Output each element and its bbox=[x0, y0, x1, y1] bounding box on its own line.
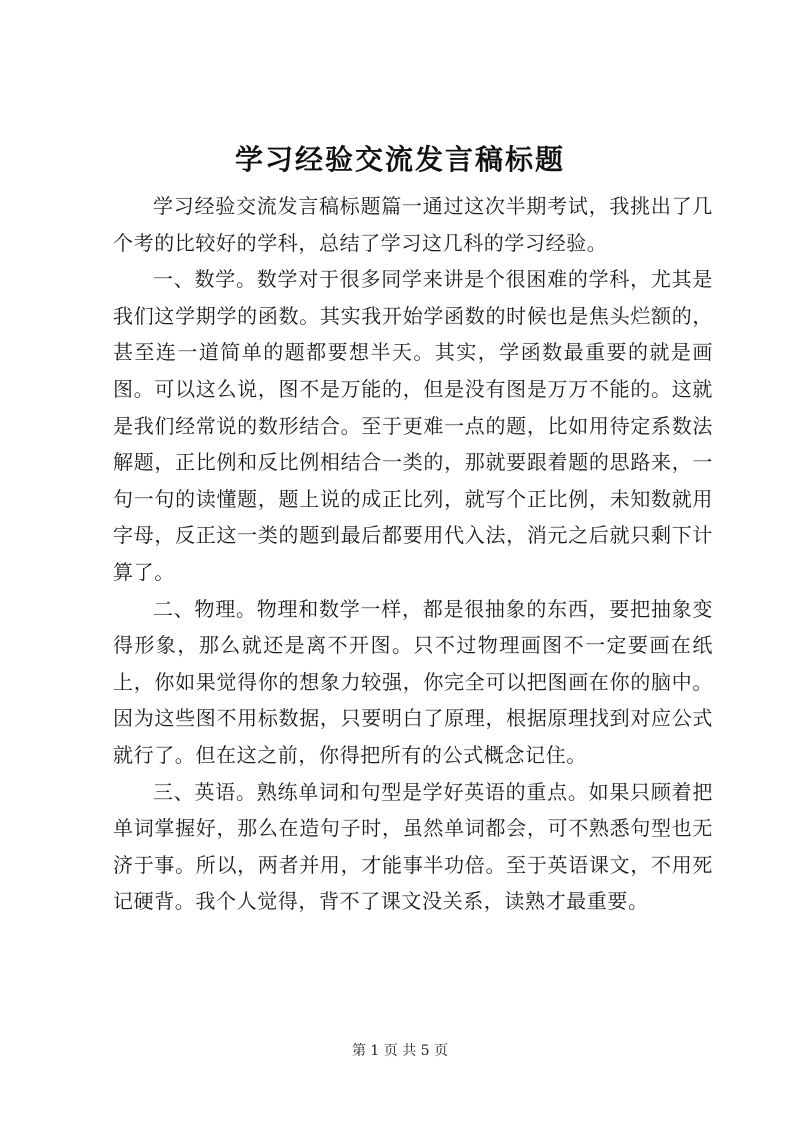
paragraph-intro: 学习经验交流发言稿标题篇一通过这次半期考试，我挑出了几个考的比较好的学科，总结了学习这几科的学习经验。 bbox=[113, 194, 713, 255]
paragraph-math: 一、数学。数学对于很多同学来讲是个很困难的学科，尤其是我们这学期学的函数。其实我开始学函数的时候也是焦头烂额的，甚至连一道简单的题都要想半天。其实，学函数最重要的就是画图。可以这么说，图不是万能的，但是没有图是万万不能的。这就是我们经常说的数形结合。至于更难一点的题，比如用待定系数法解题，正比例和反比例相结合一类的，那就要跟着题的思路来，一句一句的读懂题，题上说的成正比列，就写个正比例，未知数就用字母，反正这一类的题到最后都要用代入法，消元之后就只剩下计算了。 bbox=[113, 267, 713, 584]
paragraph-english: 三、英语。熟练单词和句型是学好英语的重点。如果只顾着把单词掌握好，那么在造句子时，虽然单词都会，可不熟悉句型也无济于事。所以，两者并用，才能事半功倍。至于英语课文，不用死记硬背。我个人觉得，背不了课文没关系，读熟才最重要。 bbox=[113, 779, 713, 914]
document-title: 学习经验交流发言稿标题 bbox=[234, 143, 565, 176]
page-footer: 第 1 页 共 5 页 bbox=[351, 1043, 449, 1059]
document-body bbox=[113, 188, 713, 920]
paragraph-physics: 二、物理。物理和数学一样，都是很抽象的东西，要把抽象变得形象，那么就还是离不开图。只不过物理画图不一定要画在纸上，你如果觉得你的想象力较强，你完全可以把图画在你的脑中。因为这些图不用标数据，只要明白了原理，根据原理找到对应公式就行了。但在这之前，你得把所有的公式概念记住。 bbox=[113, 596, 713, 767]
